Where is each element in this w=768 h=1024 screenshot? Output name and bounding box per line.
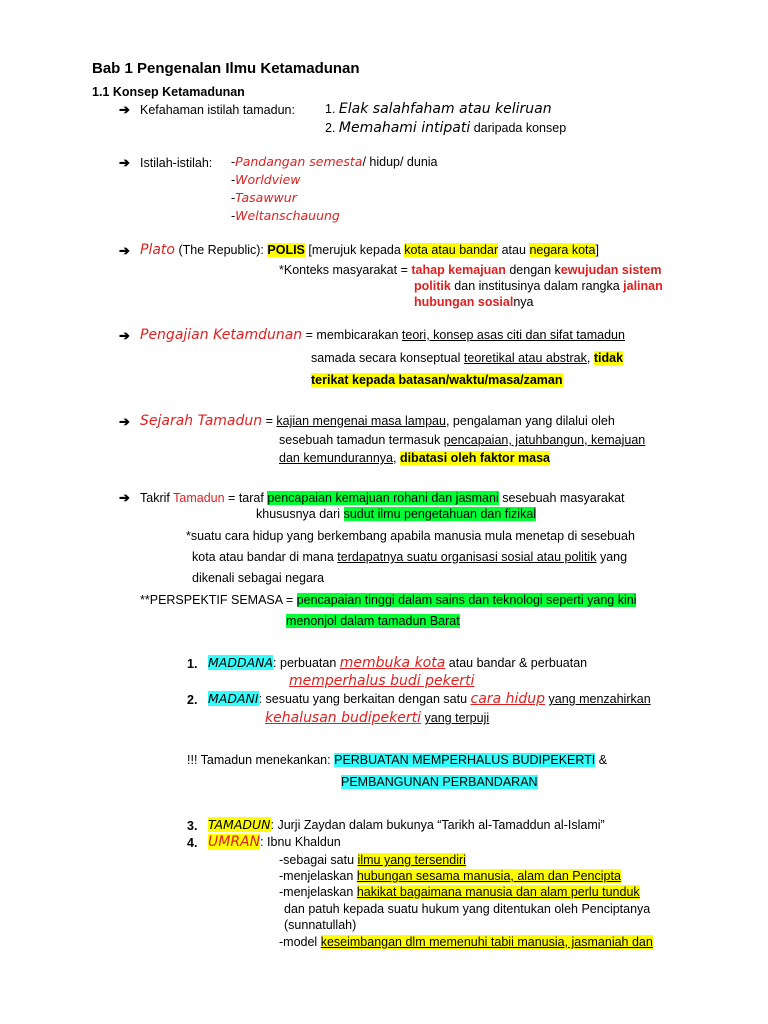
umran-text: -menjelaskan (279, 869, 354, 883)
list-red: memperhalus budi pekerti (289, 673, 475, 689)
madani-line-1 (208, 691, 651, 707)
sejarah-highlight: dibatasi oleh faktor masa (399, 451, 551, 465)
umran-text: -menjelaskan (279, 885, 354, 899)
maddana-line-1 (208, 655, 587, 671)
umran-text: -model (279, 935, 318, 949)
sejarah-line-3 (279, 450, 550, 466)
list-text: : Jurji Zaydan dalam bukunya “Tarikh al-Tamaddun al-Islami” (270, 818, 605, 832)
istilah-term-4 (231, 208, 340, 224)
arrow-right-icon: ➔ (119, 490, 130, 505)
page-title: Bab 1 Pengenalan Ilmu Ketamadunan (92, 60, 360, 77)
kefahaman-item-2 (325, 120, 566, 136)
tekankan-label: !!! Tamadun menekankan: (187, 753, 331, 767)
sejarah-line-2 (279, 432, 645, 448)
item-number: 1. (325, 102, 336, 116)
umran-sub-4: dan patuh kepada suatu hukum yang ditentukan oleh Penciptanya (284, 902, 651, 916)
pengajian-highlight: terikat kepada batasan/waktu/masa/zaman (311, 373, 563, 387)
pengajian-text: = membicarakan (305, 328, 399, 342)
konteks-line-3 (414, 294, 533, 310)
arrow-right-icon: ➔ (119, 102, 130, 117)
plato-line (140, 242, 599, 258)
dash: - (231, 209, 236, 223)
dash: - (231, 191, 236, 205)
plato-text: atau (501, 243, 526, 257)
takrif-line-2 (256, 506, 536, 522)
list-text: : perbuatan (273, 656, 337, 670)
tekankan-text: & (598, 753, 608, 767)
umran-line (208, 834, 341, 850)
istilah-term-text: Worldview (235, 172, 301, 187)
list-text: : Ibnu Khaldun (260, 835, 341, 849)
list-number: 3. (187, 819, 198, 833)
istilah-term-text: Weltanschauung (235, 208, 340, 223)
istilah-term-rest: / hidup/ dunia (362, 155, 438, 169)
list-text: : sesuatu yang berkaitan dengan satu (258, 692, 468, 706)
arrow-right-icon: ➔ (119, 243, 130, 258)
madani-line-2 (265, 710, 489, 726)
list-underline: yang menzahirkan (548, 692, 651, 706)
konteks-text: *Konteks masyarakat = (279, 263, 408, 277)
pengajian-highlight: tidak (593, 351, 624, 365)
umran-sub-6 (279, 934, 653, 950)
plato-text: ] (595, 243, 599, 257)
tamadun-term: TAMADUN (208, 817, 271, 832)
list-red: membuka kota (339, 655, 446, 671)
sejarah-underline: pencapaian, jatuhbangun, kemajuan (443, 433, 646, 447)
kefahaman-label: Kefahaman istilah tamadun: (140, 103, 295, 117)
konteks-red: tahap kemajuan (411, 263, 506, 277)
list-text: atau bandar & perbuatan (448, 656, 588, 670)
konteks-text: dan institusinya dalam rangka (454, 279, 620, 293)
list-underline: yang terpuji (424, 711, 490, 725)
list-number: 1. (187, 657, 198, 671)
plato-name: Plato (140, 242, 175, 258)
dash: - (231, 173, 236, 187)
plato-highlight: kota atau bandar (404, 243, 499, 257)
tekankan-highlight: PERBUATAN MEMPERHALUS BUDIPEKERTI (334, 753, 596, 767)
arrow-right-icon: ➔ (119, 155, 130, 170)
istilah-term-3 (231, 190, 297, 206)
pengajian-text: , (586, 351, 591, 365)
tekankan-line-1 (187, 752, 607, 768)
konteks-line-1 (279, 262, 662, 278)
konteks-red: hubungan sosial (414, 295, 514, 309)
polis-term: POLIS (267, 243, 305, 257)
takrif-text: sesebuah masyarakat (502, 491, 625, 505)
umran-term: UMRAN (208, 834, 261, 850)
konteks-text: nya (513, 295, 534, 309)
istilah-label: Istilah-istilah: (140, 156, 213, 170)
maddana-term: MADDANA (208, 655, 274, 670)
madani-term: MADANI (208, 691, 259, 706)
konteks-red: ewujudan sistem (560, 263, 662, 277)
tekankan-line-2 (341, 774, 538, 790)
konteks-red: jalinan (623, 279, 663, 293)
istilah-term-1 (231, 154, 438, 170)
list-red: kehalusan budipekerti (265, 710, 422, 726)
sejarah-underline: kajian mengenai masa lampau (276, 414, 446, 428)
sejarah-text: = (265, 414, 273, 428)
perspektif-highlight: pencapaian tinggi dalam sains dan teknologi seperti yang kini (296, 593, 637, 607)
istilah-term-2 (231, 172, 301, 188)
pengajian-underline: teoretikal atau abstrak (463, 351, 587, 365)
umran-highlight: keseimbangan dlm memenuhi tabii manusia, jasmaniah dan (320, 935, 653, 949)
umran-sub-1 (279, 852, 466, 868)
kefahaman-item-text: Memahami intipati (338, 120, 471, 136)
kefahaman-item-rest: daripada konsep (473, 121, 567, 135)
umran-text: -sebagai satu (279, 853, 355, 867)
item-number: 2. (325, 121, 336, 135)
takrif-line-3: *suatu cara hidup yang berkembang apabila manusia mula menetap di sesebuah (186, 529, 635, 543)
konteks-line-2 (414, 278, 663, 294)
sejarah-text: sesebuah tamadun termasuk (279, 433, 441, 447)
tekankan-highlight: PEMBANGUNAN PERBANDARAN (341, 775, 538, 789)
takrif-text: khususnya dari (256, 507, 341, 521)
istilah-term-text: Pandangan semesta (235, 154, 363, 169)
arrow-right-icon: ➔ (119, 328, 130, 343)
sejarah-name: Sejarah Tamadun (140, 413, 263, 429)
pengajian-line-1 (140, 327, 625, 343)
arrow-right-icon: ➔ (119, 414, 130, 429)
takrif-line-1 (140, 490, 625, 506)
perspektif-line-1 (140, 592, 636, 608)
sejarah-underline: dan kemundurannya (279, 451, 393, 465)
plato-highlight: negara kota (529, 243, 596, 257)
section-heading: 1.1 Konsep Ketamadunan (92, 85, 245, 99)
konteks-red: politik (414, 279, 451, 293)
konteks-text: dengan k (509, 263, 561, 277)
umran-sub-3 (279, 884, 640, 900)
takrif-line-5: dikenali sebagai negara (192, 571, 325, 585)
perspektif-highlight: menonjol dalam tamadun Barat (286, 614, 460, 628)
takrif-highlight: sudut ilmu pengetahuan dan fizikal (343, 507, 537, 521)
umran-highlight: ilmu yang tersendiri (357, 853, 466, 867)
takrif-text: = taraf (228, 491, 264, 505)
sejarah-text: , (392, 451, 397, 465)
plato-text: [merujuk kepada (308, 243, 401, 257)
takrif-red: Tamadun (173, 491, 225, 505)
sejarah-line-1 (140, 413, 615, 429)
istilah-term-text: Tasawwur (235, 190, 297, 205)
tamadun-line (208, 817, 605, 833)
pengajian-text: samada secara konseptual (311, 351, 461, 365)
takrif-text: Takrif (140, 491, 170, 505)
sejarah-text: , pengalaman yang dilalui oleh (445, 414, 615, 428)
perspektif-label: **PERSPEKTIF SEMASA = (140, 593, 294, 607)
takrif-text: yang (599, 550, 628, 564)
list-number: 4. (187, 836, 198, 850)
takrif-text: kota atau bandar di mana (192, 550, 334, 564)
umran-sub-5: (sunnatullah) (284, 918, 357, 932)
plato-book: (The Republic): (178, 243, 264, 257)
maddana-line-2 (289, 673, 474, 689)
list-red: cara hidup (470, 691, 546, 707)
list-number: 2. (187, 693, 198, 707)
takrif-line-4 (192, 549, 627, 565)
dash: - (231, 155, 236, 169)
pengajian-line-2 (311, 350, 623, 366)
pengajian-name: Pengajian Ketamdunan (140, 327, 303, 343)
kefahaman-item-text: Elak salahfaham atau keliruan (338, 101, 552, 117)
umran-highlight: hakikat bagaimana manusia dan alam perlu tunduk (356, 885, 640, 899)
kefahaman-item-1 (325, 101, 552, 117)
takrif-underline: terdapatnya suatu organisasi sosial atau politik (337, 550, 597, 564)
umran-highlight: hubungan sesama manusia, alam dan Pencipta (356, 869, 621, 883)
takrif-highlight: pencapaian kemajuan rohani dan jasmani (267, 491, 499, 505)
pengajian-underline: teori, konsep asas citi dan sifat tamadun (401, 328, 625, 342)
perspektif-line-2 (286, 613, 460, 629)
umran-sub-2 (279, 868, 621, 884)
pengajian-line-3 (311, 372, 563, 388)
